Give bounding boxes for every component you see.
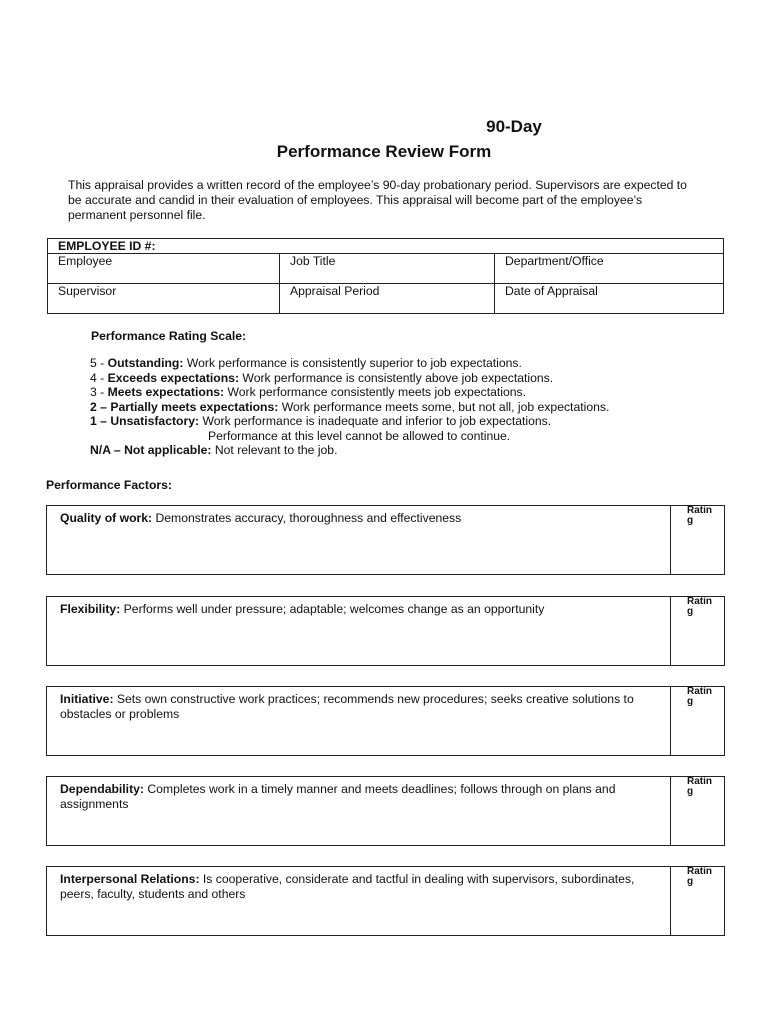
scale-item: 2 – Partially meets expectations: Work performance meets some, but not all, job expectations. [90,399,610,414]
factor-interpersonal-relations [46,866,725,936]
scale-item: N/A – Not applicable: Not relevant to the job. [90,443,338,457]
factor-initiative [46,686,725,756]
rating-label: Rating [687,686,712,707]
scale-item: 5 - Outstanding: Work performance is consistently superior to job expectations. [90,356,522,370]
appraisal-period-field[interactable]: Appraisal Period [280,284,495,314]
factor-description: Interpersonal Relations: Is cooperative, considerate and tactful in dealing with supervisors, subordinates, peers, faculty, students and others [60,872,635,901]
rating-cell[interactable] [670,867,724,935]
factor-quality-of-work [46,505,725,575]
form-title-line1: 90-Day [486,117,542,136]
rating-label: Rating [687,596,712,617]
department-field[interactable]: Department/Office [495,254,724,284]
factor-description: Initiative: Sets own constructive work practices; recommends new procedures; seeks creative solutions to obstacles or problems [60,692,634,721]
rating-cell[interactable] [670,597,724,665]
factor-flexibility [46,596,725,666]
factor-description: Flexibility: Performs well under pressure; adaptable; welcomes change as an opportunity [60,602,545,616]
rating-scale-heading: Performance Rating Scale: [91,329,247,343]
factor-description: Quality of work: Demonstrates accuracy, thoroughness and effectiveness [60,511,462,525]
factor-dependability [46,776,725,846]
rating-cell[interactable] [670,777,724,845]
rating-cell[interactable] [670,506,724,574]
scale-item: 1 – Unsatisfactory: Work performance is inadequate and inferior to job expectations. [90,414,552,428]
scale-item-continuation: Performance at this level cannot be allowed to continue. [208,428,511,443]
date-of-appraisal-field[interactable]: Date of Appraisal [495,284,724,314]
factor-description: Dependability: Completes work in a timely manner and meets deadlines; follows through on plans and assignments [60,782,616,811]
employee-id-field[interactable]: EMPLOYEE ID #: [48,239,724,254]
form-title-line2: Performance Review Form [276,142,492,161]
employee-info-table [47,238,724,314]
employee-field[interactable]: Employee [48,254,280,284]
performance-factors-heading: Performance Factors: [46,478,172,492]
scale-item: 3 - Meets expectations: Work performance consistently meets job expectations. [90,385,526,399]
supervisor-field[interactable]: Supervisor [48,284,280,314]
job-title-field[interactable]: Job Title [280,254,495,284]
rating-label: Rating [687,866,712,887]
rating-scale-list [90,356,609,458]
rating-label: Rating [687,505,712,526]
rating-label: Rating [687,776,712,797]
intro-paragraph: This appraisal provides a written record of the employee’s 90-day probationary period. Supervisors are expected to be accurate and candid in their evaluation of employees. This appraisal will become part of the employee’s permanent personnel file. [68,178,687,222]
scale-item: 4 - Exceeds expectations: Work performance is consistently above job expectations. [90,370,554,385]
rating-cell[interactable] [670,687,724,755]
